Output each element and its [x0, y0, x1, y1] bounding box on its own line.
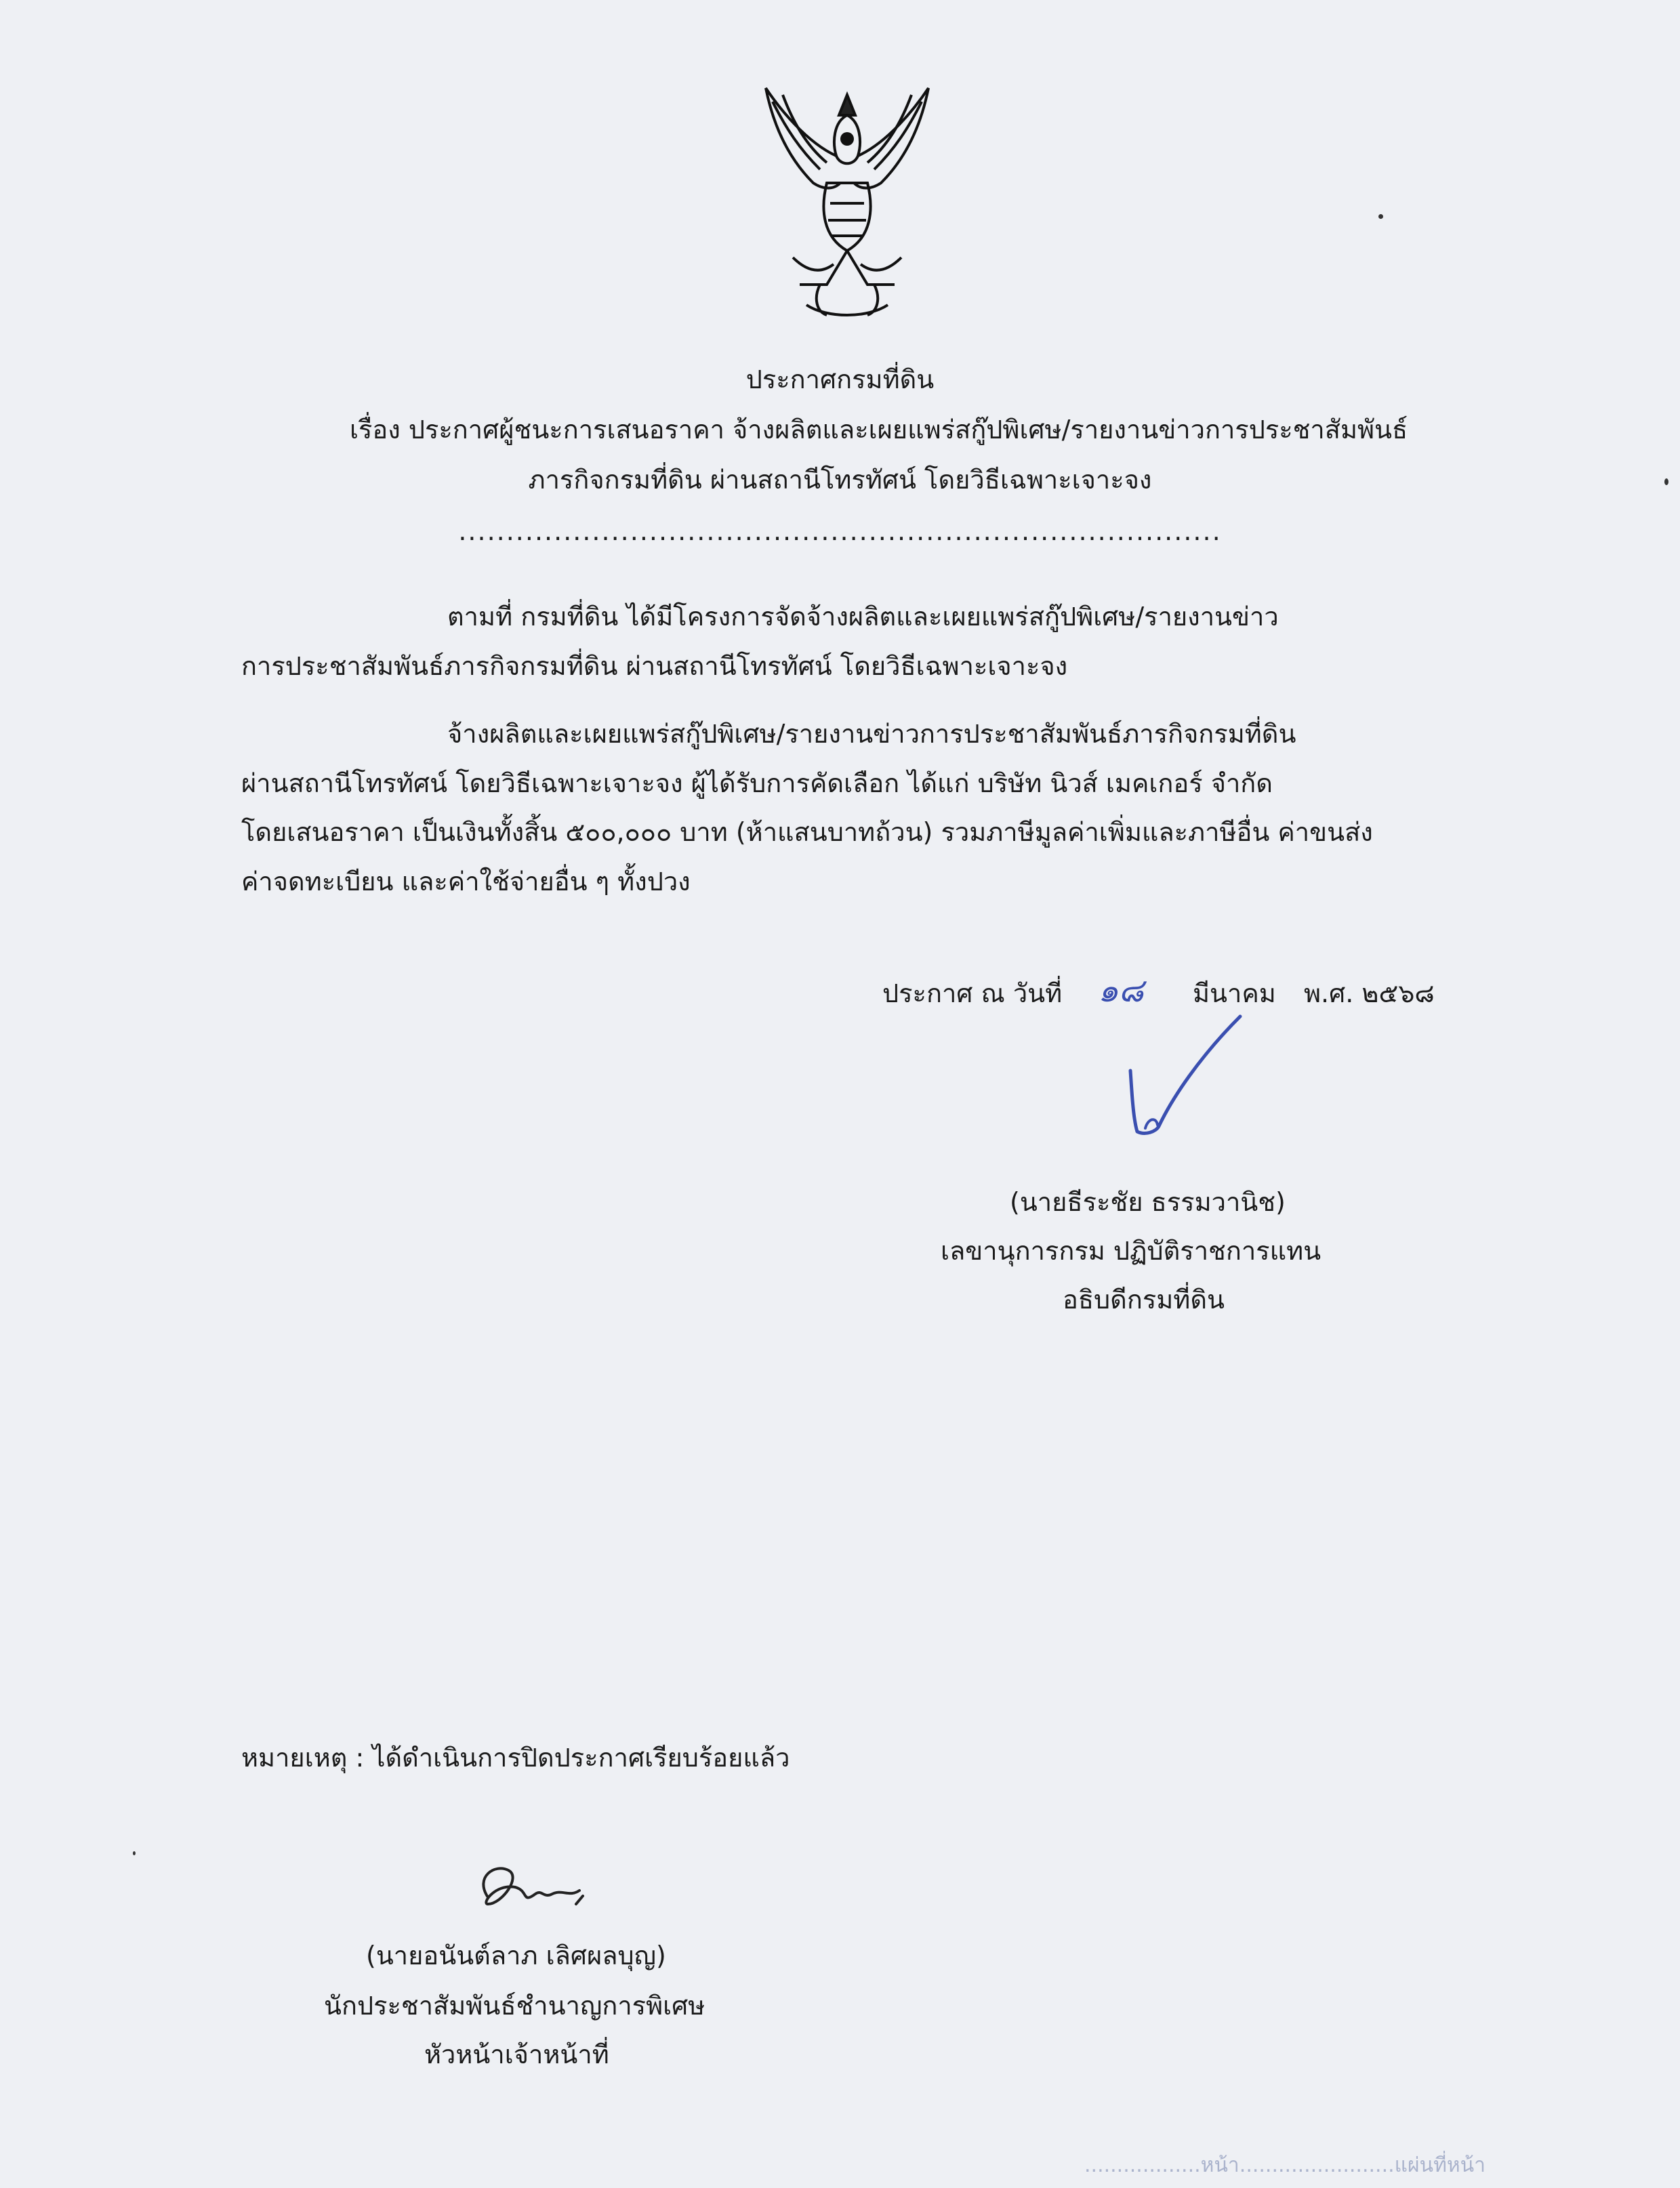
signatory-position-1: เลขานุการกรม ปฏิบัติราชการแทน: [941, 1236, 1322, 1266]
scan-speck: [133, 1851, 136, 1855]
scan-speck: [1378, 214, 1383, 219]
director-signature: [1125, 1010, 1301, 1159]
officer-position-2: หัวหน้าเจ้าหน้าที่: [424, 2040, 609, 2069]
scan-speck: [1664, 478, 1668, 485]
footer-page-field: ..................หน้า........................แผ่นที่หน้า: [1084, 2153, 1486, 2177]
subject-line-2: ภารกิจกรมที่ดิน ผ่านสถานีโทรทัศน์ โดยวิธีเฉพาะเจาะจง: [528, 465, 1152, 495]
date-month: มีนาคม: [1193, 978, 1276, 1008]
signatory-position-2: อธิบดีกรมที่ดิน: [1063, 1285, 1225, 1315]
paragraph-2-line-3: โดยเสนอราคา เป็นเงินทั้งสิ้น ๕๐๐,๐๐๐ บาท (ห้าแสนบาทถ้วน) รวมภาษีมูลค่าเพิ่มและภาษีอื่น ค่าขนส่ง: [241, 817, 1373, 847]
paragraph-1-line-1: ตามที่ กรมที่ดิน ได้มีโครงการจัดจ้างผลิตและเผยแพร่สกู๊ปพิเศษ/รายงานข่าว: [447, 602, 1279, 632]
date-day-handwritten: ๑๘: [1098, 972, 1144, 1010]
paragraph-2-line-4: ค่าจดทะเบียน และค่าใช้จ่ายอื่น ๆ ทั้งปวง: [241, 867, 691, 896]
subject-line-1: เรื่อง ประกาศผู้ชนะการเสนอราคา จ้างผลิตและเผยแพร่สกู๊ปพิเศษ/รายงานข่าวการประชาสัมพันธ์: [350, 415, 1408, 445]
announcement-title: ประกาศกรมที่ดิน: [745, 365, 935, 394]
note-text: หมายเหตุ : ได้ดำเนินการปิดประกาศเรียบร้อยแล้ว: [241, 1743, 790, 1773]
signatory-name: (นายธีระชัย ธรรมวานิช): [1010, 1187, 1286, 1217]
garuda-emblem-icon: [752, 81, 942, 325]
paragraph-1-line-2: การประชาสัมพันธ์ภารกิจกรมที่ดิน ผ่านสถานีโทรทัศน์ โดยวิธีเฉพาะเจาะจง: [241, 651, 1068, 681]
date-prefix: ประกาศ ณ วันที่: [882, 978, 1063, 1008]
officer-signature: [468, 1857, 596, 1931]
officer-position-1: นักประชาสัมพันธ์ชำนาญการพิเศษ: [324, 1991, 705, 2021]
date-year: พ.ศ. ๒๕๖๘: [1304, 978, 1435, 1008]
paragraph-2-line-1: จ้างผลิตและเผยแพร่สกู๊ปพิเศษ/รายงานข่าวการประชาสัมพันธ์ภารกิจกรมที่ดิน: [447, 719, 1296, 749]
paragraph-2-line-2: ผ่านสถานีโทรทัศน์ โดยวิธีเฉพาะเจาะจง ผู้ได้รับการคัดเลือก ได้แก่ บริษัท นิวส์ เมคเกอร์ จำกัด: [241, 768, 1273, 798]
officer-name: (นายอนันต์ลาภ เลิศผลบุญ): [366, 1941, 666, 1970]
heading-divider: ................................................................................: [458, 516, 1222, 546]
